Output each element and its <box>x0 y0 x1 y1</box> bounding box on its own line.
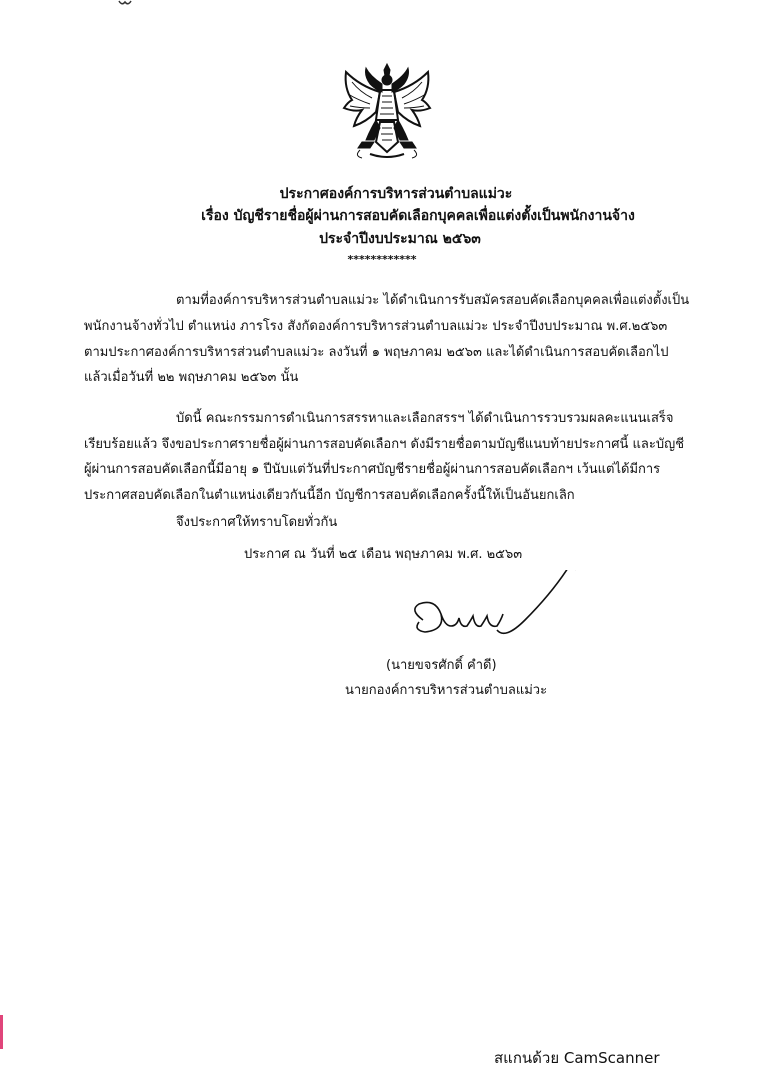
paragraph-2-line: ผู้ผ่านการสอบคัดเลือกนี้มีอายุ ๑ ปีนับแต่วันที่ประกาศบัญชีรายชื่อผู้ผ่านการสอบคัดเลือกฯ เว้นแต่ได้มีการ <box>84 462 661 477</box>
garuda-emblem <box>340 62 434 162</box>
announcement-title: ประกาศองค์การบริหารส่วนตำบลแม่วะ <box>279 186 513 202</box>
camscanner-watermark: สแกนด้วย CamScanner <box>494 1049 660 1067</box>
announcement-date: ประกาศ ณ วันที่ ๒๕ เดือน พฤษภาคม พ.ศ. ๒๕๖๓ <box>244 547 523 562</box>
paragraph-1-line: ตามที่องค์การบริหารส่วนตำบลแม่วะ ได้ดำเนินการรับสมัครสอบคัดเลือกบุคคลเพื่อแต่งตั้งเป็น <box>176 293 690 308</box>
paragraph-1-line: ตามประกาศองค์การบริหารส่วนตำบลแม่วะ ลงวันที่ ๑ พฤษภาคม ๒๕๖๓ และได้ดำเนินการสอบคัดเลือกไป <box>84 345 669 360</box>
signatory-name: (นายขจรศักดิ์ คำดี) <box>386 658 497 673</box>
edge-mark <box>0 1015 3 1049</box>
header-separator: ************ <box>347 253 417 266</box>
paragraph-2-line: บัดนี้ คณะกรรมการดำเนินการสรรหาและเลือกสรรฯ ได้ดำเนินการรวบรวมผลคะแนนเสร็จ <box>176 411 674 426</box>
punch-mark <box>118 0 132 6</box>
closing-line: จึงประกาศให้ทราบโดยทั่วกัน <box>176 515 338 530</box>
announcement-subject: เรื่อง บัญชีรายชื่อผู้ผ่านการสอบคัดเลือกบุคคลเพื่อแต่งตั้งเป็นพนักงานจ้าง <box>201 208 635 224</box>
paragraph-2-line: เรียบร้อยแล้ว จึงขอประกาศรายชื่อผู้ผ่านการสอบคัดเลือกฯ ดังมีรายชื่อตามบัญชีแนบท้ายประกาศนี้ และบัญชี <box>84 437 685 452</box>
handwritten-signature <box>405 570 605 660</box>
fiscal-year: ประจำปีงบประมาณ ๒๕๖๓ <box>319 231 481 247</box>
paragraph-1-line: พนักงานจ้างทั่วไป ตำแหน่ง ภารโรง สังกัดองค์การบริหารส่วนตำบลแม่วะ ประจำปีงบประมาณ พ.ศ.๒๕๖๓ <box>84 319 668 334</box>
paragraph-1-line: แล้วเมื่อวันที่ ๒๒ พฤษภาคม ๒๕๖๓ นั้น <box>84 370 299 385</box>
signatory-position: นายกองค์การบริหารส่วนตำบลแม่วะ <box>345 683 548 698</box>
paragraph-2-line: ประกาศสอบคัดเลือกในตำแหน่งเดียวกันนี้อีก บัญชีการสอบคัดเลือกครั้งนี้ให้เป็นอันยกเลิก <box>84 488 575 503</box>
